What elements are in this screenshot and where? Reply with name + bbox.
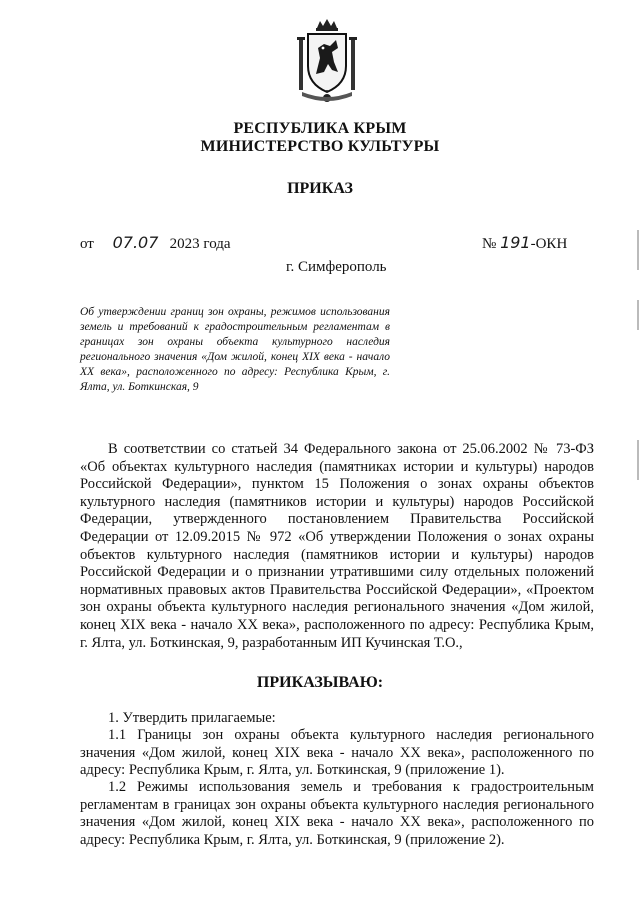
item-1-2: 1.2 Режимы использования земель и требования к градостроительным регламентам в границах зон охраны объекта культурного наследия регионального значения «Дом жилой, конец XIX века - начало XX века», расположенного по адресу: Республика Крым, г. Ялта, ул. Боткинская, 9 (приложение 2). xyxy=(80,779,594,848)
date-prefix: от xyxy=(80,236,94,252)
number-prefix: № xyxy=(482,236,497,252)
order-word: ПРИКАЗЫВАЮ: xyxy=(256,674,384,691)
item-1-lead: 1. Утвердить прилагаемые: xyxy=(108,710,276,726)
document-number xyxy=(482,233,567,253)
scan-edge-mark xyxy=(637,230,639,270)
scan-edge-mark xyxy=(637,300,639,330)
header-ministry: МИНИСТЕРСТВО КУЛЬТУРЫ xyxy=(200,138,440,155)
header-republic: РЕСПУБЛИКА КРЫМ xyxy=(233,120,407,137)
date-year: 2023 года xyxy=(169,236,231,252)
preamble-paragraph: В соответствии со статьей 34 Федерального закона от 25.06.2002 № 73-ФЗ «Об объектах культурного наследия (памятниках истории и культуры) народов Российской Федерации», пунктом 15 Положения о зонах охраны объектов культурного наследия (памятников истории и культуры) народов Российской Федерации, утвержденного постановлением Правительства Российской Федерации от 12.09.2015 № 972 «Об утверждении Положения о зонах охраны объектов культурного наследия (памятников истории и культуры) народов Российской Федерации и о признании утратившими силу отдельных положений нормативных правовых актов Правительства Российской Федерации», «Проектом зон охраны объекта культурного наследия регионального значения «Дом жилой, конец XIX века - начало XX века», расположенного по адресу: Республика Крым, г. Ялта, ул. Боткинская, 9, разработанным ИП Кучинская Т.О., xyxy=(80,441,594,651)
item-1-1: 1.1 Границы зон охраны объекта культурного наследия регионального значения «Дом жилой, конец XIX века - начало XX века», расположенного по адресу: Республика Крым, г. Ялта, ул. Боткинская, 9 (приложение 1). xyxy=(80,727,594,779)
scan-edge-mark xyxy=(637,440,639,480)
number-handwritten: 191 xyxy=(500,233,531,252)
document-type: ПРИКАЗ xyxy=(287,180,353,197)
date-line xyxy=(80,233,231,253)
document-subject: Об утверждении границ зон охраны, режимов использования земель и требований к градостроительным регламентам в границах зон охраны объекта культурного наследия регионального значения «Дом жилой, конец XIX века - начало XX века», расположенного по адресу: Республика Крым, г. Ялта, ул. Боткинская, 9 xyxy=(80,306,390,393)
date-handwritten: 07.07 xyxy=(112,233,159,252)
city: г. Симферополь xyxy=(286,259,387,275)
number-suffix: -ОКН xyxy=(530,236,568,252)
crimea-coat-of-arms-icon xyxy=(296,18,358,104)
